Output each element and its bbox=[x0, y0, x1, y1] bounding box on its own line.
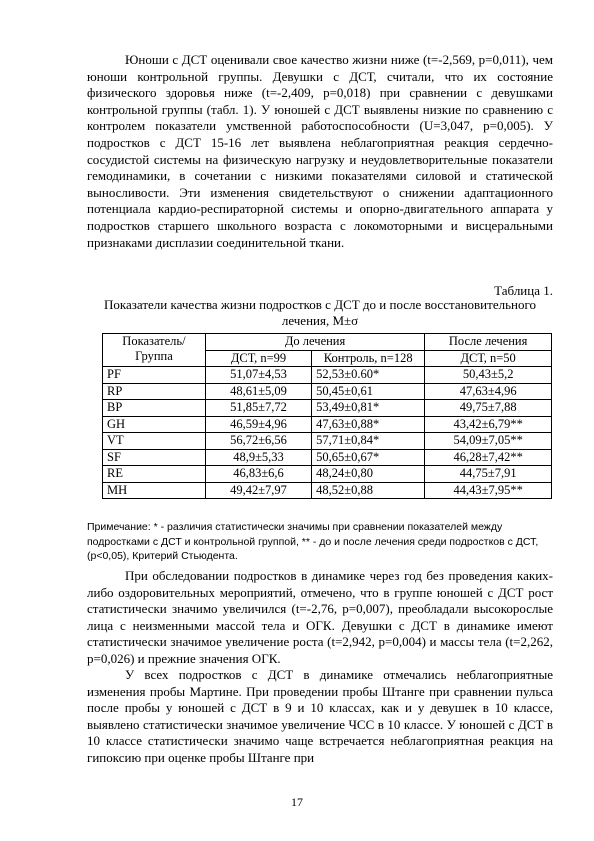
header-after-treatment: После лечения bbox=[425, 334, 552, 351]
cell-dst: 48,9±5,33 bbox=[205, 449, 311, 466]
table-row bbox=[103, 482, 552, 499]
cell-control: 48,24±0,80 bbox=[312, 466, 425, 483]
cell-after: 47,63±4,96 bbox=[425, 383, 552, 400]
row-indicator: GH bbox=[103, 416, 206, 433]
table-note: Примечание: * - различия статистически значимы при сравнении показателей между подростками с ДСТ и контрольной группой, ** - до и после лечения среди подростков с ДСТ, (p<0,05), Критерий Стьюдента. bbox=[87, 521, 539, 562]
cell-control: 47,63±0,88* bbox=[312, 416, 425, 433]
row-indicator: VT bbox=[103, 433, 206, 450]
cell-after: 54,09±7,05** bbox=[425, 433, 552, 450]
cell-control: 50,65±0,67* bbox=[312, 449, 425, 466]
row-indicator: PF bbox=[103, 367, 206, 384]
row-indicator: MH bbox=[103, 482, 206, 499]
header-dst-before: ДСТ, n=99 bbox=[205, 350, 311, 367]
table-row bbox=[103, 433, 552, 450]
header-indicator-group: Показатель/ Группа bbox=[103, 334, 206, 367]
cell-control: 50,45±0,61 bbox=[312, 383, 425, 400]
cell-after: 50,43±5,2 bbox=[425, 367, 552, 384]
cell-dst: 48,61±5,09 bbox=[205, 383, 311, 400]
cell-control: 48,52±0,88 bbox=[312, 482, 425, 499]
cell-dst: 51,85±7,72 bbox=[205, 400, 311, 417]
cell-control: 57,71±0,84* bbox=[312, 433, 425, 450]
cell-after: 44,75±7,91 bbox=[425, 466, 552, 483]
paragraph-3: У всех подростков с ДСТ в динамике отмечались неблагоприятные изменения пробы Мартине. При проведении пробы Штанге при сравнении пульса после пробы у юношей с ДСТ в 9 и 10 классах, как и у девушек в 10 классе, выявлено статистически значимое увеличение ЧСС в 10 классе. У юношей с ДСТ в 10 классе статистически значимо чаще встречается неблагоприятная реакция на гипоксию при оценке пробы Штанге при bbox=[87, 667, 553, 765]
table-caption: Таблица 1. bbox=[494, 283, 553, 298]
cell-dst: 56,72±6,56 bbox=[205, 433, 311, 450]
quality-of-life-table bbox=[102, 333, 552, 499]
row-indicator: RP bbox=[103, 383, 206, 400]
row-indicator: RE bbox=[103, 466, 206, 483]
table-row bbox=[103, 367, 552, 384]
paragraph-2: При обследовании подростков в динамике через год без проведения каких-либо оздоровительных мероприятий, отмечено, что в группе юношей с ДСТ рост статистически значимо увеличился (t=-2,76, p=0,007), преобладали высокорослые лица с неизменными массой тела и ОГК. Девушки с ДСТ в динамике имеют статистически значимое увеличение роста (t=2,942, p=0,004) и массы тела (t=2,262, p=0,026) и прежние значения ОГК. bbox=[87, 568, 553, 666]
header-control: Контроль, n=128 bbox=[312, 350, 425, 367]
row-indicator: SF bbox=[103, 449, 206, 466]
cell-control: 53,49±0,81* bbox=[312, 400, 425, 417]
row-indicator: BP bbox=[103, 400, 206, 417]
cell-after: 44,43±7,95** bbox=[425, 482, 552, 499]
cell-after: 46,28±7,42** bbox=[425, 449, 552, 466]
table-row bbox=[103, 383, 552, 400]
cell-control: 52,53±0.60* bbox=[312, 367, 425, 384]
header-dst-after: ДСТ, n=50 bbox=[425, 350, 552, 367]
table-row bbox=[103, 449, 552, 466]
table-row bbox=[103, 466, 552, 483]
header-before-treatment: До лечения bbox=[205, 334, 424, 351]
table-title: Показатели качества жизни подростков с ДСТ до и после восстановительного лечения, M±σ bbox=[104, 297, 536, 328]
page-number: 17 bbox=[291, 795, 303, 809]
cell-after: 43,42±6,79** bbox=[425, 416, 552, 433]
cell-dst: 51,07±4,53 bbox=[205, 367, 311, 384]
cell-dst: 46,59±4,96 bbox=[205, 416, 311, 433]
cell-dst: 49,42±7,97 bbox=[205, 482, 311, 499]
paragraph-1: Юноши с ДСТ оценивали свое качество жизни ниже (t=-2,569, p=0,011), чем юноши контрольной группы. Девушки с ДСТ, считали, что их состояние физического здоровья ниже (t=-2,409, p=0,018) при сравнении с девушками контрольной группы (табл. 1). У юношей с ДСТ выявлены низкие по сравнению с контролем показатели умственной работоспособности (U=3,047, p=0,005). У подростков с ДСТ 15-16 лет выявлена неблагоприятная реакция сердечно-сосудистой системы на физическую нагрузку и неудовлетворительные показатели гемодинамики, в сочетании с низкими показателями силовой и статической выносливости. Эти изменения свидетельствуют о снижении адаптационного потенциала кардио-респираторной системы и опорно-двигательного аппарата у подростков старшего школьного возраста с локомоторными и висцеральными признаками дисплазии соединительной ткани. bbox=[87, 52, 553, 250]
table-row bbox=[103, 400, 552, 417]
table-row bbox=[103, 416, 552, 433]
cell-dst: 46,83±6,6 bbox=[205, 466, 311, 483]
cell-after: 49,75±7,88 bbox=[425, 400, 552, 417]
